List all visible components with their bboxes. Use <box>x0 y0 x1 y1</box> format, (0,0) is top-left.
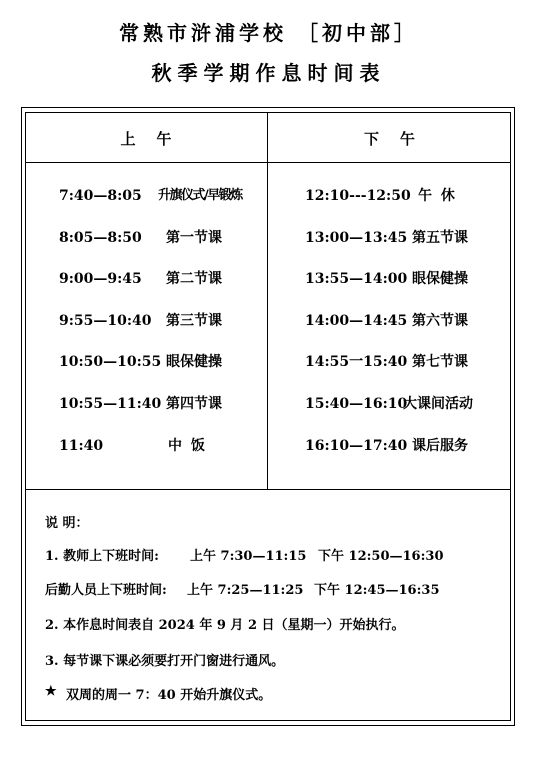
morning-time-6: 10:55—11:40 <box>59 396 162 412</box>
star-icon: ★ <box>45 684 57 699</box>
morning-time-3: 9:00—9:45 <box>59 271 142 287</box>
morning-activity-2: 第一节课 <box>166 230 222 246</box>
morning-activity-1: 升旗仪式/早锻炼 <box>158 188 242 203</box>
afternoon-time-1: 12:10---12:50 <box>305 188 411 204</box>
morning-time-5: 10:50—10:55 <box>59 354 162 370</box>
teacher-hours-am: 上午 7:30—11:15 <box>190 549 307 564</box>
afternoon-time-2: 13:00—13:45 <box>305 230 408 246</box>
afternoon-time-5: 14:55一15:40 <box>305 354 408 370</box>
afternoon-activity-4: 第六节课 <box>412 313 468 329</box>
afternoon-time-7: 16:10—17:40 <box>305 438 408 454</box>
afternoon-time-6: 15:40—16:10 <box>305 396 408 412</box>
staff-hours-label: 后勤人员上下班时间: <box>45 583 167 598</box>
afternoon-activity-2: 第五节课 <box>412 230 468 246</box>
morning-header: 上 午 <box>120 130 172 148</box>
afternoon-activity-7: 课后服务 <box>412 438 468 454</box>
staff-hours-am: 上午 7:25—11:25 <box>187 583 304 598</box>
morning-time-7: 11:40 <box>59 438 104 454</box>
afternoon-time-4: 14:00—14:45 <box>305 313 408 329</box>
header-divider <box>25 162 511 163</box>
page-title: 常熟市浒浦学校 ［初中部］ <box>119 21 418 45</box>
morning-time-2: 8:05—8:50 <box>59 230 142 246</box>
morning-time-1: 7:40—8:05 <box>59 188 142 204</box>
afternoon-activity-3: 眼保健操 <box>412 271 468 287</box>
notes-divider <box>25 489 511 490</box>
staff-hours-pm: 下午 12:45—16:35 <box>314 583 440 598</box>
flag-ceremony-note: 双周的周一 7：40 开始升旗仪式。 <box>66 688 272 703</box>
morning-time-4: 9:55—10:40 <box>59 313 152 329</box>
notes-heading: 说 明： <box>45 516 89 531</box>
teacher-hours-label: 1. 教师上下班时间: <box>45 549 159 564</box>
morning-activity-6: 第四节课 <box>166 396 222 412</box>
afternoon-activity-5: 第七节课 <box>412 354 468 370</box>
afternoon-activity-6: 大课间活动 <box>403 396 473 412</box>
afternoon-activity-1: 午 休 <box>418 188 457 204</box>
teacher-hours-pm: 下午 12:50—16:30 <box>318 549 444 564</box>
morning-activity-7: 中 饭 <box>168 438 207 454</box>
morning-activity-4: 第三节课 <box>166 313 222 329</box>
afternoon-header: 下 午 <box>364 130 415 148</box>
page-subtitle: 秋季学期作息时间表 <box>151 61 386 85</box>
ventilation-note: 3. 每节课下课必须要打开门窗进行通风。 <box>45 654 285 669</box>
afternoon-time-3: 13:55—14:00 <box>305 271 408 287</box>
morning-activity-3: 第二节课 <box>166 271 222 287</box>
effective-date-note: 2. 本作息时间表自 2024 年 9 月 2 日（星期一）开始执行。 <box>45 618 405 633</box>
column-divider <box>267 112 268 489</box>
morning-activity-5: 眼保健操 <box>166 354 222 370</box>
